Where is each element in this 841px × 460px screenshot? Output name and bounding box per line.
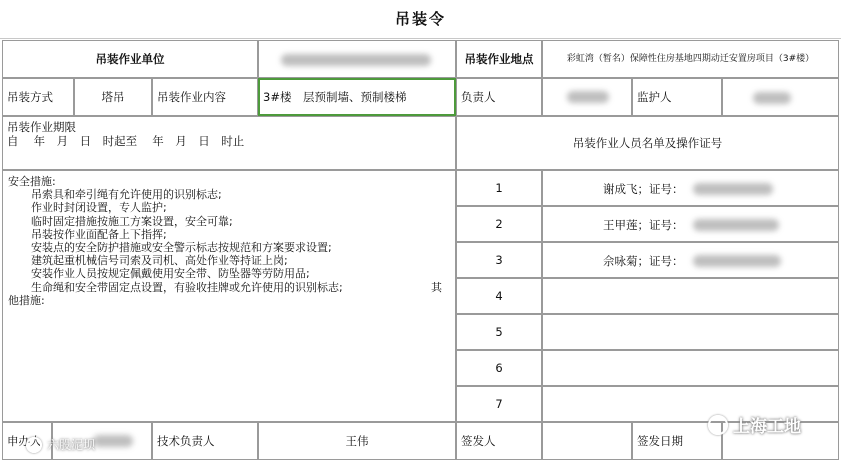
location-label: 吊装作业地点: [456, 40, 542, 78]
worker-no: 2: [456, 206, 542, 242]
safety-trailing: 其: [431, 280, 442, 294]
redaction-blur: [693, 219, 779, 231]
watermark-left: [26, 436, 95, 453]
method-value[interactable]: 塔吊: [74, 78, 152, 116]
safety-title: 安全措施:: [8, 175, 56, 188]
worker-info-cell[interactable]: [542, 278, 839, 314]
worker-info-cell[interactable]: [542, 350, 839, 386]
guardian-label: 监护人: [632, 78, 722, 116]
applicant-label: 申办人: [2, 422, 52, 460]
period-range: 自 年 月 日 时起至 年 月 日 时止: [7, 134, 245, 148]
unit-value-redacted[interactable]: [258, 40, 456, 78]
sheet-title: 吊装令: [394, 10, 446, 28]
issue-date-label: 签发日期: [632, 422, 722, 460]
tech-lead-label: 技术负责人: [152, 422, 258, 460]
method-label: 吊装方式: [2, 78, 74, 116]
redaction-blur: [281, 54, 431, 66]
worker-no: 3: [456, 242, 542, 278]
period-cell[interactable]: [2, 116, 456, 170]
guardian-value-redacted[interactable]: [722, 78, 839, 116]
safety-item: 吊索具和牵引绳有允许使用的识别标志;: [31, 188, 222, 202]
worker-no: 4: [456, 278, 542, 314]
worker-info: 佘咏菊；证号：: [603, 254, 684, 268]
worker-info: 王甲莲；证号：: [603, 218, 684, 232]
worker-info: 谢成飞；证号：: [603, 182, 684, 196]
unit-label: 吊装作业单位: [2, 40, 258, 78]
content-label: 吊装作业内容: [152, 78, 258, 116]
location-value[interactable]: 彩虹湾（暂名）保障性住房基地四期动迁安置房项目（3#楼）: [542, 40, 839, 78]
watermark-right: [708, 412, 801, 437]
issuer-value[interactable]: [542, 422, 632, 460]
personnel-header: 吊装作业人员名单及操作证号: [456, 116, 839, 170]
redaction-blur: [693, 255, 781, 267]
redaction-blur: [93, 435, 133, 447]
worker-no: 1: [456, 170, 542, 206]
safety-item: 临时固定措施按施工方案设置，安全可靠;: [31, 214, 233, 228]
safety-item: 建筑起重机械信号司索及司机、高处作业等持证上岗;: [31, 254, 288, 268]
safety-item: 生命绳和安全带固定点设置，有验收挂牌或允许使用的识别标志;: [31, 280, 343, 294]
worker-info-cell[interactable]: [542, 314, 839, 350]
issuer-label: 签发人: [456, 422, 542, 460]
watermark-logo-icon: [26, 437, 42, 453]
redaction-blur: [753, 92, 791, 104]
watermark-right-text: 上海工地: [733, 417, 801, 437]
worker-no: 6: [456, 350, 542, 386]
safety-measures-cell[interactable]: [2, 170, 456, 422]
worker-info-cell[interactable]: [542, 170, 839, 206]
worker-no: 5: [456, 314, 542, 350]
safety-item: 作业时封闭设置，专人监护;: [31, 201, 167, 215]
redaction-blur: [567, 91, 609, 103]
worker-info-cell[interactable]: [542, 242, 839, 278]
watermark-left-text: 六股泥坝: [47, 438, 96, 452]
other-measures-label: 他措施:: [8, 293, 45, 307]
safety-item: 吊装按作业面配备上下指挥;: [31, 227, 167, 241]
worker-info-cell[interactable]: [542, 206, 839, 242]
leader-label: 负责人: [456, 78, 542, 116]
worker-no: 7: [456, 386, 542, 422]
redaction-blur: [693, 183, 773, 195]
tech-lead-value[interactable]: 王伟: [258, 422, 456, 460]
period-label: 吊装作业期限: [7, 120, 76, 134]
leader-value-redacted[interactable]: [542, 78, 632, 116]
content-value-selected-cell[interactable]: 3#楼 层预制墙、预制楼梯: [258, 78, 456, 116]
watermark-logo-icon: [708, 415, 728, 435]
safety-item-last: [8, 281, 450, 294]
safety-item: 安装作业人员按规定佩戴使用安全带、防坠器等劳防用品;: [31, 267, 310, 281]
safety-item: 安装点的安全防护措施或安全警示标志按规范和方案要求设置;: [31, 241, 332, 255]
